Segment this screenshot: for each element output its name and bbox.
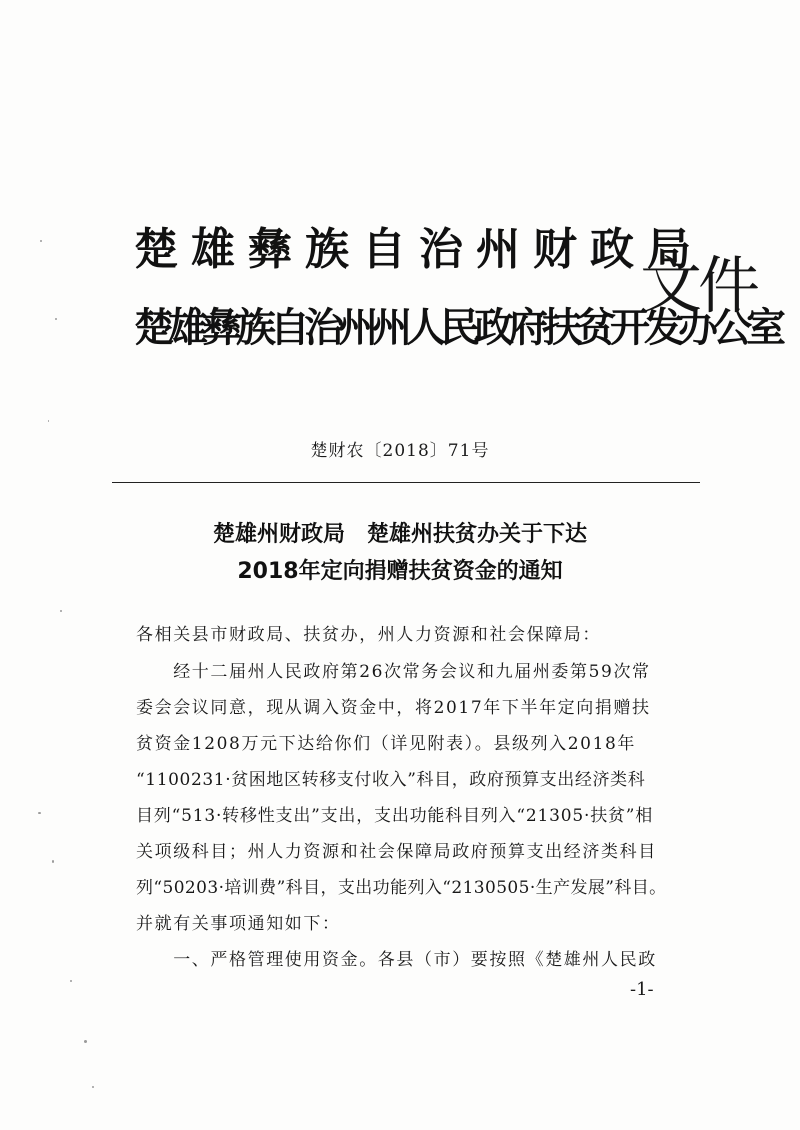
body-line: 列“50203·培训费”科目，支出功能列入“2130505·生产发展”科目。 xyxy=(136,878,667,898)
scan-speck xyxy=(40,240,42,242)
body-line: 一、严格管理使用资金。各县（市）要按照《楚雄州人民政 xyxy=(136,950,657,970)
body-line: 贫资金1208万元下达给你们（详见附表）。县级列入2018年 xyxy=(136,734,637,754)
header-divider xyxy=(112,482,700,483)
scan-speck xyxy=(92,1086,94,1088)
notice-title-line-1: 楚雄州财政局 楚雄州扶贫办关于下达 xyxy=(212,522,587,547)
scan-speck xyxy=(38,812,41,814)
issuer-line-poverty-office: 楚雄彝族自治州州人民政府扶贫开发办公室 xyxy=(134,305,780,351)
notice-title-line-2: 2018年定向捐赠扶贫资金的通知 xyxy=(237,559,563,584)
scan-speck xyxy=(48,420,49,422)
body-line: 关项级科目；州人力资源和社会保障局政府预算支出经济类科目 xyxy=(136,842,657,862)
document-type-label: 文件 xyxy=(640,249,757,322)
body-line: “1100231·贫困地区转移支付收入”科目，政府预算支出经济类科 xyxy=(136,770,646,790)
body-line-addressee: 各相关县市财政局、扶贫办，州人力资源和社会保障局： xyxy=(136,625,601,645)
document-number: 楚财农〔2018〕71号 xyxy=(310,441,490,461)
scan-speck xyxy=(84,1040,87,1043)
scan-speck xyxy=(60,610,62,612)
scan-speck xyxy=(55,318,57,320)
page-number: -1- xyxy=(630,979,654,1000)
body-line: 委会会议同意，现从调入资金中，将2017年下半年定向捐赠扶 xyxy=(136,698,651,718)
scan-speck xyxy=(52,860,54,863)
body-line: 经十二届州人民政府第26次常务会议和九届州委第59次常 xyxy=(136,662,651,682)
body-line: 目列“513·转移性支出”支出，支出功能科目列入“21305·扶贫”相 xyxy=(136,806,654,826)
issuer-line-finance-bureau: 楚雄彝族自治州财政局 xyxy=(134,224,704,275)
scan-speck xyxy=(70,980,72,982)
body-line: 并就有关事项通知如下： xyxy=(136,914,341,934)
